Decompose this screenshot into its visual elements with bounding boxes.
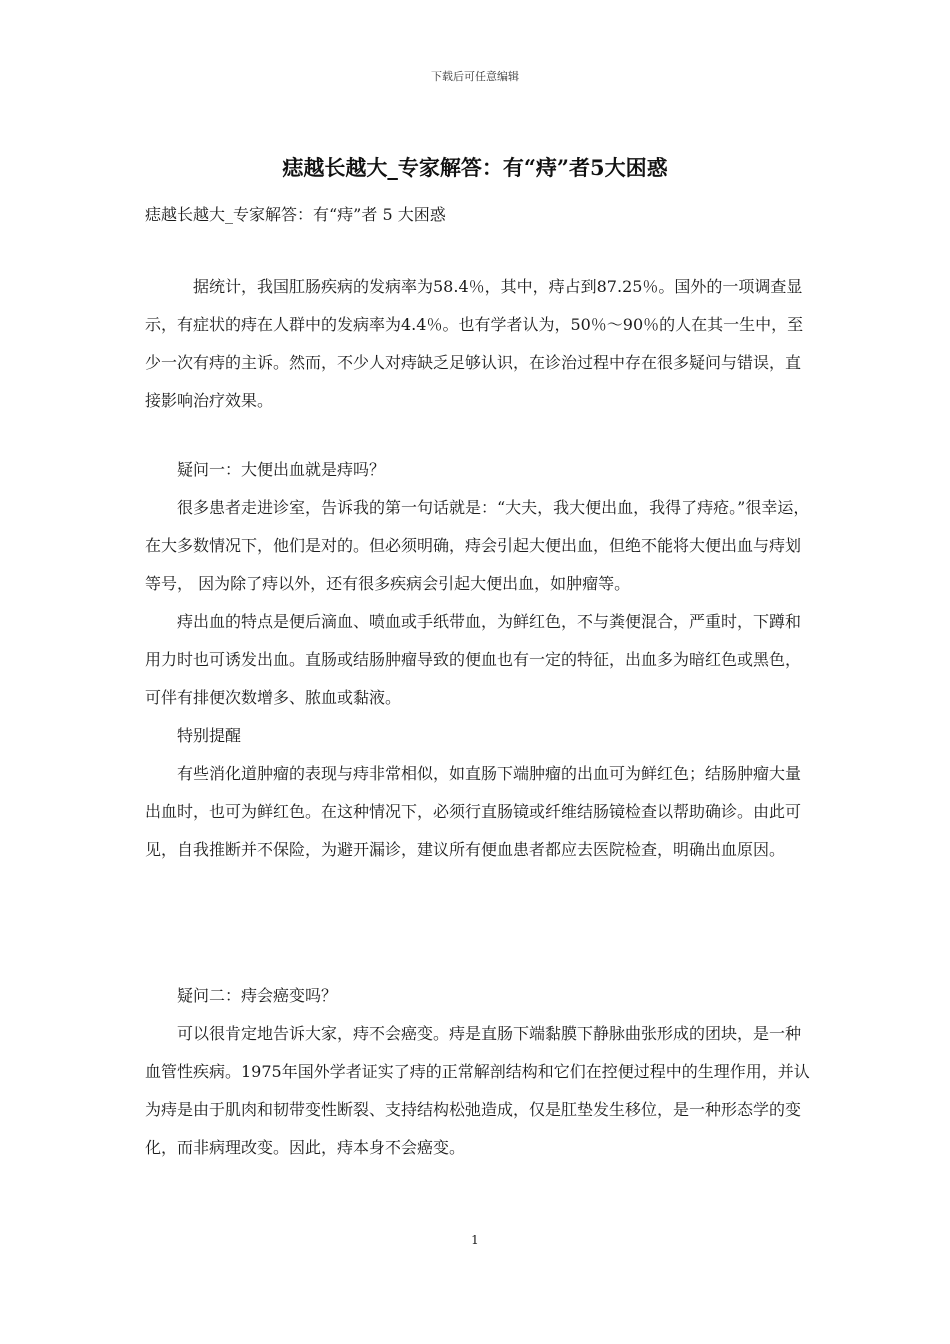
- document-subtitle: 痣越长越大_专家解答：有“痔”者 5 大困惑: [145, 205, 446, 224]
- question-one-heading: 疑问一：大便出血就是痔吗？: [177, 460, 386, 479]
- question-two-heading: 疑问二：痔会癌变吗？: [177, 986, 338, 1005]
- page-number: 1: [471, 1233, 479, 1247]
- question-two-section: [145, 977, 810, 1167]
- reminder-paragraph: 有些消化道肿瘤的表现与痔非常相似，如直肠下端肿瘤的出血可为鲜红色；结肠肿瘤大量出血时，也可为鲜红色。在这种情况下，必须行直肠镜或纤维结肠镜检查以帮助确诊。由此可见，自我推断并不保险，为避开漏诊，建议所有便血患者都应去医院检查，明确出血原因。: [145, 764, 802, 859]
- question-one-paragraph-2: 痔出血的特点是便后滴血、喷血或手纸带血，为鲜红色，不与粪便混合，严重时，下蹲和用力时也可诱发出血。直肠或结肠肿瘤导致的便血也有一定的特征，出血多为暗红色或黑色，可伴有排便次数增多、脓血或黏液。: [145, 612, 802, 707]
- question-two-paragraph: 可以很肯定地告诉大家，痔不会癌变。痔是直肠下端黏膜下静脉曲张形成的团块，是一种血管性疾病。1975年国外学者证实了痔的正常解剖结构和它们在控便过程中的生理作用，并认为痔是由于肌肉和韧带变性断裂、支持结构松弛造成，仅是肛垫发生移位，是一种形态学的变化，而非病理改变。因此，痔本身不会癌变。: [145, 1024, 810, 1157]
- intro-section: [145, 268, 810, 420]
- intro-paragraph: 据统计，我国肛肠疾病的发病率为58.4％，其中，痔占到87.25％。国外的一项调查显示，有症状的痔在人群中的发病率为4.4％。也有学者认为，50％～90％的人在其一生中，至少一次有痔的主诉。然而，不少人对痔缺乏足够认识，在诊治过程中存在很多疑问与错误，直接影响治疗效果。: [145, 277, 804, 410]
- question-one-section: [145, 451, 810, 869]
- question-one-paragraph-1: 很多患者走进诊室，告诉我的第一句话就是：“大夫，我大便出血，我得了痔疮。”很幸运，在大多数情况下，他们是对的。但必须明确，痔会引起大便出血，但绝不能将大便出血与痔划等号， 因为除了痔以外，还有很多疾病会引起大便出血，如肿瘤等。: [145, 498, 810, 593]
- reminder-heading: 特别提醒: [177, 726, 242, 745]
- header-note: 下载后可任意编辑: [431, 70, 519, 83]
- document-title: 痣越长越大_专家解答：有“痔”者5大困惑: [282, 155, 668, 180]
